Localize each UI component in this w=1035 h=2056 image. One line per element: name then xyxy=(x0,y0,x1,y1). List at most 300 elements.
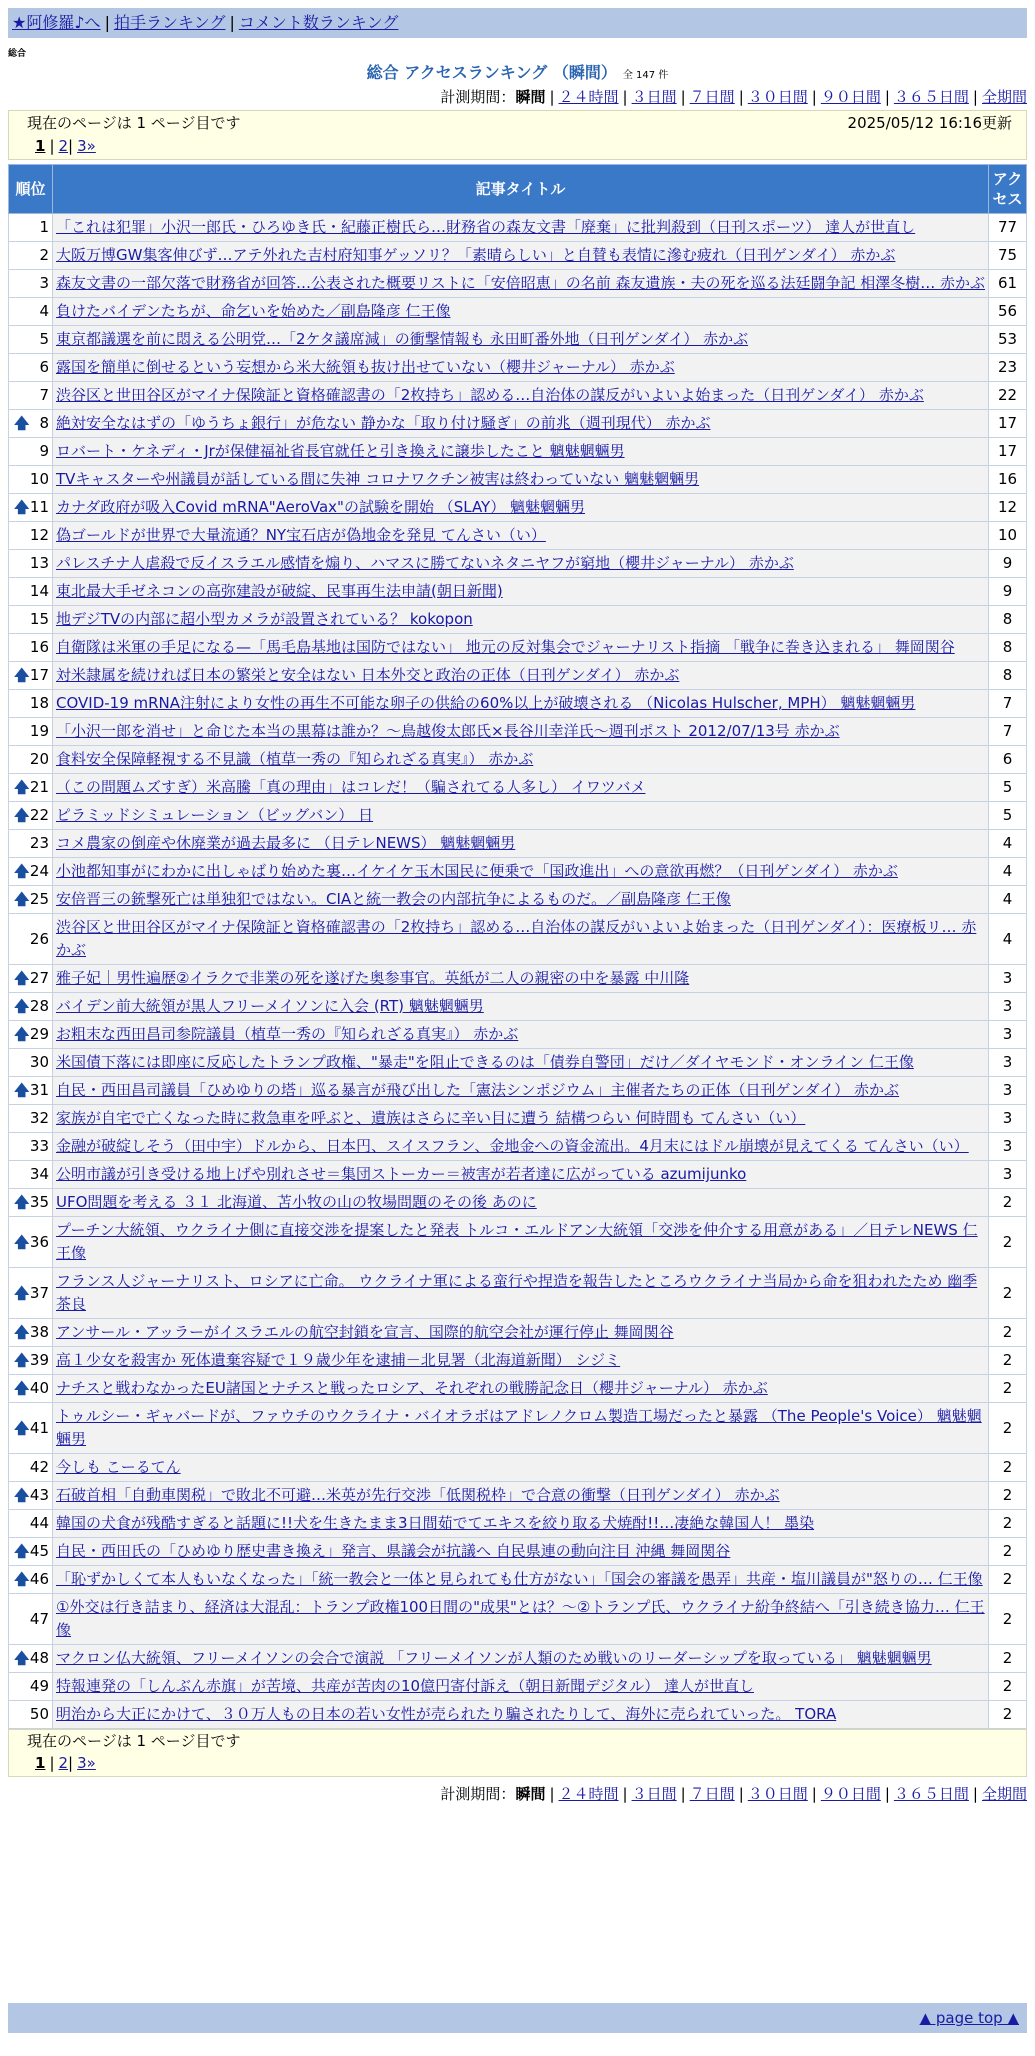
period-link[interactable]: ９０日間 xyxy=(820,1785,881,1803)
table-row xyxy=(9,718,1027,746)
up-arrow-icon: 🡅 xyxy=(14,997,30,1015)
up-arrow-icon: 🡅 xyxy=(14,666,30,684)
rank-number: 43 xyxy=(29,1486,49,1504)
title-cell xyxy=(53,1482,989,1510)
access-count: 61 xyxy=(989,270,1027,298)
table-row xyxy=(9,1673,1027,1701)
title-cell xyxy=(53,914,989,965)
article-link[interactable]: 米国債下落には即座に反応したトランプ政権、"暴走"を阻止できるのは「債券自警団」だけ／ダイヤモンド・オンライン 仁王像 xyxy=(56,1053,914,1071)
rank-cell xyxy=(9,802,53,830)
rank-number: 29 xyxy=(29,1025,49,1043)
rank-number: 13 xyxy=(29,554,49,572)
period-separator: | xyxy=(884,88,890,106)
rank-number: 46 xyxy=(29,1570,49,1588)
page-info-bottom xyxy=(8,1729,1027,1777)
rank-cell xyxy=(9,830,53,858)
article-link[interactable]: コメ農家の倒産や休廃業が過去最多に （日テレNEWS） 魑魅魍魎男 xyxy=(56,834,516,852)
period-separator: | xyxy=(738,1785,744,1803)
title-cell xyxy=(53,1077,989,1105)
article-link[interactable]: ピラミッドシミュレーション（ビッグバン） 日 xyxy=(56,806,374,824)
pager-page-link[interactable]: 3 xyxy=(77,1754,87,1772)
title-cell xyxy=(53,410,989,438)
rank-cell xyxy=(9,214,53,242)
access-count: 7 xyxy=(989,718,1027,746)
article-link[interactable]: 金融が破綻しそう（田中宇）ドルから、日本円、スイスフラン、金地金への資金流出。4月末にはドル崩壊が見えてくる てんさい（い） xyxy=(56,1137,969,1155)
access-count: 2 xyxy=(989,1189,1027,1217)
title-cell xyxy=(53,1454,989,1482)
rank-number: 45 xyxy=(29,1542,49,1560)
period-link[interactable]: ３６５日間 xyxy=(893,1785,969,1803)
rank-cell xyxy=(9,1594,53,1645)
article-link[interactable]: 渋谷区と世田谷区がマイナ保険証と資格確認書の「2枚持ち」認める…自治体の謀反がいよいよ始まった（日刊ゲンダイ） 赤かぶ xyxy=(56,386,924,404)
rank-number: 8 xyxy=(39,414,49,432)
period-link[interactable]: ３０日間 xyxy=(747,88,808,106)
table-row xyxy=(9,1021,1027,1049)
title-cell xyxy=(53,494,989,522)
access-count: 2 xyxy=(989,1538,1027,1566)
table-header-row xyxy=(9,165,1027,214)
rank-number: 37 xyxy=(29,1283,49,1302)
article-link[interactable]: プーチン大統領、ウクライナ側に直接交渉を提案したと発表 トルコ・エルドアン大統領「交渉を仲介する用意がある」／日テレNEWS 仁王像 xyxy=(56,1221,978,1262)
title-cell xyxy=(53,382,989,410)
title-cell xyxy=(53,1105,989,1133)
pager-separator: | xyxy=(68,137,74,155)
period-separator: | xyxy=(549,1785,555,1803)
article-link[interactable]: 安倍晋三の銃撃死亡は単独犯ではない。CIAと統一教会の内部抗争によるものだ。／副島隆彦 仁王像 xyxy=(56,890,731,908)
access-count: 9 xyxy=(989,578,1027,606)
rank-cell xyxy=(9,578,53,606)
rank-number: 1 xyxy=(39,218,49,236)
nav-separator: | xyxy=(104,13,110,32)
rank-number: 7 xyxy=(39,386,49,404)
title-cell xyxy=(53,1217,989,1268)
pager-current: 1 xyxy=(35,1754,46,1772)
rank-number: 4 xyxy=(39,302,49,320)
table-row xyxy=(9,242,1027,270)
title-cell xyxy=(53,1566,989,1594)
access-count: 3 xyxy=(989,1077,1027,1105)
period-link[interactable]: ３６５日間 xyxy=(893,88,969,106)
title-cell xyxy=(53,606,989,634)
rank-cell xyxy=(9,1566,53,1594)
access-count: 17 xyxy=(989,410,1027,438)
rank-cell xyxy=(9,1217,53,1268)
table-row xyxy=(9,886,1027,914)
rank-cell xyxy=(9,1347,53,1375)
table-row xyxy=(9,802,1027,830)
table-row xyxy=(9,1189,1027,1217)
article-link[interactable]: フランス人ジャーナリスト、ロシアに亡命。 ウクライナ軍による蛮行や捏造を報告したところウクライナ当局から命を狙われたため 幽季 茶良 xyxy=(56,1272,978,1313)
rank-number: 44 xyxy=(29,1514,49,1532)
period-link[interactable]: ７日間 xyxy=(689,1785,735,1803)
article-link[interactable]: 東北最大手ゼネコンの高弥建設が破綻、民事再生法申請(朝日新聞) xyxy=(56,582,503,600)
period-separator: | xyxy=(680,1785,686,1803)
header-access: アクセス xyxy=(989,165,1027,214)
title-cell xyxy=(53,993,989,1021)
article-link[interactable]: トゥルシー・ギャバードが、ファウチのウクライナ・バイオラボはアドレノクロム製造工場だったと暴露 （The People's Voice） 魑魅魍魎男 xyxy=(56,1407,982,1448)
rank-number: 20 xyxy=(29,750,49,768)
period-link[interactable]: 全期間 xyxy=(981,1785,1027,1803)
table-row xyxy=(9,830,1027,858)
period-separator: | xyxy=(622,88,628,106)
rank-number: 35 xyxy=(29,1193,49,1211)
pagination-top xyxy=(27,135,1012,159)
table-row xyxy=(9,1566,1027,1594)
period-current: 瞬間 xyxy=(515,88,546,106)
article-link[interactable]: 自衛隊は米軍の手足になる—「馬毛島基地は国防ではない」 地元の反対集会でジャーナリスト指摘 「戦争に巻き込まれる」 舞岡関谷 xyxy=(56,638,955,656)
table-row xyxy=(9,634,1027,662)
up-arrow-icon: 🡅 xyxy=(14,1323,30,1341)
period-separator: | xyxy=(972,1785,978,1803)
pager-separator: | xyxy=(49,137,55,155)
article-link[interactable]: 特報連発の「しんぶん赤旗」が苦境、共産が苦肉の10億円寄付訴え（朝日新聞デジタル） 達人が世直し xyxy=(56,1677,754,1695)
rank-cell xyxy=(9,1454,53,1482)
table-row xyxy=(9,1268,1027,1319)
title-cell xyxy=(53,354,989,382)
article-link[interactable]: 絶対安全なはずの「ゆうちょ銀行」が危ない 静かな「取り付け騒ぎ」の前兆（週刊現代） 赤かぶ xyxy=(56,414,711,432)
table-row xyxy=(9,914,1027,965)
title-cell xyxy=(53,578,989,606)
article-link[interactable]: 今しも こーるてん xyxy=(56,1458,181,1476)
access-count: 8 xyxy=(989,662,1027,690)
rank-cell xyxy=(9,494,53,522)
title-cell xyxy=(53,634,989,662)
rank-cell xyxy=(9,1021,53,1049)
rank-number: 23 xyxy=(29,834,49,852)
access-count: 2 xyxy=(989,1566,1027,1594)
rank-cell xyxy=(9,774,53,802)
rank-number: 12 xyxy=(29,526,49,544)
period-link[interactable]: ３日間 xyxy=(631,1785,677,1803)
rank-cell xyxy=(9,634,53,662)
rank-cell xyxy=(9,1673,53,1701)
article-link[interactable]: 東京都議選を前に悶える公明党…「2ケタ議席減」の衝撃情報も 永田町番外地（日刊ゲンダイ） 赤かぶ xyxy=(56,330,749,348)
period-link[interactable]: ２４時間 xyxy=(558,88,619,106)
period-separator: | xyxy=(811,88,817,106)
rank-number: 32 xyxy=(29,1109,49,1127)
access-count: 3 xyxy=(989,1049,1027,1077)
access-count: 3 xyxy=(989,1105,1027,1133)
rank-cell xyxy=(9,1077,53,1105)
article-link[interactable]: お粗末な西田昌司参院議員（植草一秀の『知られざる真実』） 赤かぶ xyxy=(56,1025,519,1043)
pager-separator: | xyxy=(49,1754,55,1772)
title-cell xyxy=(53,1133,989,1161)
table-row xyxy=(9,746,1027,774)
period-link[interactable]: ７日間 xyxy=(689,88,735,106)
title-cell xyxy=(53,1049,989,1077)
rank-number: 14 xyxy=(29,582,49,600)
table-row xyxy=(9,1133,1027,1161)
article-link[interactable]: 露国を簡単に倒せるという妄想から米大統領も抜け出せていない（櫻井ジャーナル） 赤かぶ xyxy=(56,358,675,376)
access-count: 8 xyxy=(989,606,1027,634)
up-arrow-icon: 🡅 xyxy=(14,778,30,796)
article-link[interactable]: マクロン仏大統領、フリーメイソンの会合で演説 「フリーメイソンが人類のため戦いのリーダーシップを取っている」 魑魅魍魎男 xyxy=(56,1649,932,1667)
rank-cell xyxy=(9,1538,53,1566)
table-row xyxy=(9,1538,1027,1566)
rank-number: 50 xyxy=(29,1705,49,1723)
pager-current: 1 xyxy=(35,137,46,155)
nav-link-comment-ranking[interactable]: コメント数ランキング xyxy=(238,13,399,32)
rank-number: 6 xyxy=(39,358,49,376)
rank-cell xyxy=(9,1049,53,1077)
rank-number: 15 xyxy=(29,610,49,628)
access-count: 2 xyxy=(989,1319,1027,1347)
title-cell xyxy=(53,1701,989,1729)
rank-number: 24 xyxy=(29,862,49,880)
updated-time: 2025/05/12 16:16更新 xyxy=(847,114,1012,132)
up-arrow-icon: 🡅 xyxy=(14,1418,30,1437)
rank-number: 28 xyxy=(29,997,49,1015)
nav-separator: | xyxy=(229,13,235,32)
article-link[interactable]: 地デジTVの内部に超小型カメラが設置されている？ kokopon xyxy=(56,610,473,628)
access-count: 3 xyxy=(989,1021,1027,1049)
rank-number: 36 xyxy=(29,1232,49,1251)
rank-cell xyxy=(9,914,53,965)
title-cell xyxy=(53,438,989,466)
article-link[interactable]: COVID-19 mRNA注射により女性の再生不可能な卵子の供給の60%以上が破壊される （Nicolas Hulscher, MPH） 魑魅魍魎男 xyxy=(56,694,916,712)
article-link[interactable]: 家族が自宅で亡くなった時に救急車を呼ぶと、遺族はさらに辛い目に遭う 結構つらい 何時間も てんさい（い） xyxy=(56,1109,806,1127)
article-link[interactable]: 高１少女を殺害か 死体遺棄容疑で１９歳少年を逮捕－北見署（北海道新聞） シジミ xyxy=(56,1351,621,1369)
access-count: 2 xyxy=(989,1403,1027,1454)
rank-cell xyxy=(9,1161,53,1189)
rank-cell xyxy=(9,438,53,466)
rank-cell xyxy=(9,662,53,690)
up-arrow-icon: 🡅 xyxy=(14,414,30,432)
access-count: 2 xyxy=(989,1217,1027,1268)
rank-number: 41 xyxy=(29,1418,49,1437)
title-cell xyxy=(53,550,989,578)
table-row xyxy=(9,1645,1027,1673)
title-cell xyxy=(53,802,989,830)
access-count: 3 xyxy=(989,965,1027,993)
article-link[interactable]: 食料安全保障軽視する不見識（植草一秀の『知られざる真実』） 赤かぶ xyxy=(56,750,534,768)
title-cell xyxy=(53,886,989,914)
access-count: 8 xyxy=(989,634,1027,662)
access-count: 2 xyxy=(989,1673,1027,1701)
rank-number: 33 xyxy=(29,1137,49,1155)
article-link[interactable]: 「恥ずかしくて本人もいなくなった」「統一教会と一体と見られても仕方がない」「国会の審議を愚弄」共産・塩川議員が"怒りの… 仁王像 xyxy=(56,1570,983,1588)
table-row xyxy=(9,214,1027,242)
title-cell xyxy=(53,1510,989,1538)
rank-number: 34 xyxy=(29,1165,49,1183)
title-cell xyxy=(53,1347,989,1375)
article-link[interactable]: 負けたバイデンたちが、命乞いを始めた／副島隆彦 仁王像 xyxy=(56,302,451,320)
table-row xyxy=(9,270,1027,298)
table-row xyxy=(9,1375,1027,1403)
period-label: 計測期間： xyxy=(440,1785,516,1803)
title-cell xyxy=(53,1538,989,1566)
access-count: 2 xyxy=(989,1594,1027,1645)
rank-number: 17 xyxy=(29,666,49,684)
page-top-link[interactable]: ▲ page top ▲ xyxy=(919,2009,1019,2027)
table-row xyxy=(9,1510,1027,1538)
rank-cell xyxy=(9,718,53,746)
period-separator: | xyxy=(972,88,978,106)
rank-cell xyxy=(9,858,53,886)
table-row xyxy=(9,1105,1027,1133)
article-link[interactable]: ロバート・ケネディ・Jrが保健福祉省長官就任と引き換えに譲歩したこと 魑魅魍魎男 xyxy=(56,442,625,460)
period-link[interactable]: 全期間 xyxy=(981,88,1027,106)
rank-cell xyxy=(9,993,53,1021)
rank-number: 26 xyxy=(29,929,49,948)
nav-link-home[interactable]: ★阿修羅♪へ xyxy=(12,13,101,32)
header-rank: 順位 xyxy=(9,165,53,214)
up-arrow-icon: 🡅 xyxy=(14,969,30,987)
period-selector-bottom xyxy=(440,1783,1027,1804)
article-link[interactable]: ①外交は行き詰まり、経済は大混乱：トランプ政権100日間の"成果"とは？～②トランプ氏、ウクライナ紛争終結へ「引き続き協力… 仁王像 xyxy=(56,1598,985,1639)
rank-number: 22 xyxy=(29,806,49,824)
article-link[interactable]: UFO問題を考える ３１ 北海道、苫小牧の山の牧場問題のその後 あのに xyxy=(56,1193,537,1211)
article-link[interactable]: 「小沢一郎を消せ」と命じた本当の黒幕は誰か？～鳥越俊太郎氏×長谷川幸洋氏～週刊ポスト 2012/07/13号 赤かぶ xyxy=(56,722,840,740)
period-link[interactable]: ３日間 xyxy=(631,88,677,106)
title-cell xyxy=(53,1319,989,1347)
pager-page-link[interactable]: 2 xyxy=(58,137,69,155)
article-link[interactable]: TVキャスターや州議員が話している間に失神 コロナワクチン被害は終わっていない 魑魅魍魎男 xyxy=(56,470,700,488)
pager-next-link[interactable]: » xyxy=(86,137,96,155)
total-count: 全 147 件 xyxy=(622,70,669,81)
access-count: 7 xyxy=(989,690,1027,718)
rank-number: 47 xyxy=(29,1609,49,1628)
period-link[interactable]: ２４時間 xyxy=(558,1785,619,1803)
article-link[interactable]: 小池都知事がにわかに出しゃばり始めた裏…イケイケ玉木国民に便乗で「国政進出」への意欲再燃？（日刊ゲンダイ） 赤かぶ xyxy=(56,862,898,880)
article-link[interactable]: カナダ政府が吸入Covid mRNA"AeroVax"の試験を開始 （SLAY） 魑魅魍魎男 xyxy=(56,498,585,516)
access-count: 22 xyxy=(989,382,1027,410)
rank-cell xyxy=(9,965,53,993)
rank-cell xyxy=(9,298,53,326)
article-link[interactable]: （この問題ムズすぎ）米高騰「真の理由」はコレだ！（騙されてる人多し） イワツバメ xyxy=(56,778,646,796)
rank-number: 25 xyxy=(29,890,49,908)
article-link[interactable]: アンサール・アッラーがイスラエルの航空封鎖を宣言、国際的航空会社が運行停止 舞岡関谷 xyxy=(56,1323,674,1341)
up-arrow-icon: 🡅 xyxy=(14,1081,30,1099)
table-row xyxy=(9,438,1027,466)
title-cell xyxy=(53,1594,989,1645)
table-row xyxy=(9,522,1027,550)
rank-number: 5 xyxy=(39,330,49,348)
article-link[interactable]: 対米隷属を続ければ日本の繁栄と安全はない 日本外交と政治の正体（日刊ゲンダイ） 赤かぶ xyxy=(56,666,680,684)
article-link[interactable]: 自民・西田氏の「ひめゆり歴史書き換え」発言、県議会が抗議へ 自民県連の動向注目 沖縄 舞岡関谷 xyxy=(56,1542,731,1560)
rank-number: 11 xyxy=(29,498,49,516)
table-row xyxy=(9,1077,1027,1105)
access-count: 5 xyxy=(989,802,1027,830)
access-count: 3 xyxy=(989,993,1027,1021)
access-count: 9 xyxy=(989,550,1027,578)
title-cell xyxy=(53,1673,989,1701)
table-row xyxy=(9,1701,1027,1729)
title-cell xyxy=(53,746,989,774)
rank-number: 18 xyxy=(29,694,49,712)
table-row xyxy=(9,1319,1027,1347)
access-count: 56 xyxy=(989,298,1027,326)
up-arrow-icon: 🡅 xyxy=(14,1283,30,1302)
up-arrow-icon: 🡅 xyxy=(14,1649,30,1667)
access-count: 5 xyxy=(989,774,1027,802)
up-arrow-icon: 🡅 xyxy=(14,862,30,880)
pager-next-link[interactable]: » xyxy=(86,1754,96,1772)
up-arrow-icon: 🡅 xyxy=(14,1351,30,1369)
title-cell xyxy=(53,1645,989,1673)
nav-link-clap-ranking[interactable]: 拍手ランキング xyxy=(113,13,226,32)
access-count: 53 xyxy=(989,326,1027,354)
period-separator: | xyxy=(549,88,555,106)
rank-cell xyxy=(9,242,53,270)
rank-cell xyxy=(9,326,53,354)
table-row xyxy=(9,550,1027,578)
access-count: 2 xyxy=(989,1454,1027,1482)
rank-cell xyxy=(9,606,53,634)
up-arrow-icon: 🡅 xyxy=(14,1025,30,1043)
article-link[interactable]: 渋谷区と世田谷区がマイナ保険証と資格確認書の「2枚持ち」認める…自治体の謀反がいよいよ始まった（日刊ゲンダイ）：医療板リ… 赤かぶ xyxy=(56,918,977,959)
pager-page-link[interactable]: 2 xyxy=(58,1754,69,1772)
table-row xyxy=(9,494,1027,522)
access-count: 2 xyxy=(989,1268,1027,1319)
pagination-bottom xyxy=(27,1752,1012,1776)
access-count: 4 xyxy=(989,830,1027,858)
article-link[interactable]: 森友文書の一部欠落で財務省が回答…公表された概要リストに「安倍昭恵」の名前 森友遺族・夫の死を巡る法廷闘争記 相澤冬樹… 赤かぶ xyxy=(56,274,986,292)
article-link[interactable]: 雅子妃｜男性遍歴②イラクで非業の死を遂げた奥参事官。英紙が二人の親密の中を暴露 中川隆 xyxy=(56,969,690,987)
footer-bar xyxy=(8,2003,1027,2033)
title-cell xyxy=(53,242,989,270)
period-separator: | xyxy=(680,88,686,106)
article-link[interactable]: 自民・西田昌司議員「ひめゆりの塔」巡る暴言が飛び出した「憲法シンポジウム」主催者たちの正体（日刊ゲンダイ） 赤かぶ xyxy=(56,1081,900,1099)
table-row xyxy=(9,466,1027,494)
table-row xyxy=(9,1454,1027,1482)
period-separator: | xyxy=(811,1785,817,1803)
ranking-header xyxy=(0,60,1035,83)
table-row xyxy=(9,993,1027,1021)
ranking-table xyxy=(8,164,1027,1729)
title-cell xyxy=(53,690,989,718)
article-link[interactable]: 石破首相「自動車関税」で敗北不可避…米英が先行交渉「低関税枠」で合意の衝撃（日刊ゲンダイ） 赤かぶ xyxy=(56,1486,780,1504)
table-row xyxy=(9,965,1027,993)
title-cell xyxy=(53,214,989,242)
access-count: 23 xyxy=(989,354,1027,382)
title-cell xyxy=(53,1021,989,1049)
table-row xyxy=(9,354,1027,382)
article-link[interactable]: ナチスと戦わなかったEU諸国とナチスと戦ったロシア、それぞれの戦勝記念日（櫻井ジャーナル） 赤かぶ xyxy=(56,1379,768,1397)
table-row xyxy=(9,1049,1027,1077)
article-link[interactable]: 明治から大正にかけて、３０万人もの日本の若い女性が売られたり騙されたりして、海外に売られていった。 TORA xyxy=(56,1705,837,1723)
article-link[interactable]: 大阪万博GW集客伸びず…アテ外れた吉村府知事ゲッソリ？「素晴らしい」と自賛も表情に滲む疲れ（日刊ゲンダイ） 赤かぶ xyxy=(56,246,896,264)
access-count: 75 xyxy=(989,242,1027,270)
rank-number: 30 xyxy=(29,1053,49,1071)
article-link[interactable]: 公明市議が引き受ける地上げや別れさせ＝集団ストーカー＝被害が若者達に広がっている azumijunko xyxy=(56,1165,747,1183)
article-link[interactable]: 「これは犯罪」小沢一郎氏・ひろゆき氏・紀藤正樹氏ら…財務省の森友文書「廃棄」に批判殺到（日刊スポーツ） 達人が世直し xyxy=(56,218,916,236)
rank-cell xyxy=(9,1319,53,1347)
up-arrow-icon: 🡅 xyxy=(14,1379,30,1397)
table-row xyxy=(9,1161,1027,1189)
category-label: 総合 xyxy=(8,49,27,59)
table-row xyxy=(9,578,1027,606)
access-count: 4 xyxy=(989,886,1027,914)
pager-page-link[interactable]: 3 xyxy=(77,137,87,155)
rank-cell xyxy=(9,886,53,914)
title-cell xyxy=(53,270,989,298)
article-link[interactable]: バイデン前大統領が黒人フリーメイソンに入会 (RT) 魑魅魍魎男 xyxy=(56,997,484,1015)
period-selector-top xyxy=(440,86,1027,107)
article-link[interactable]: パレスチナ人虐殺で反イスラエル感情を煽り、ハマスに勝てないネタニヤフが窮地（櫻井ジャーナル） 赤かぶ xyxy=(56,554,794,572)
title-cell xyxy=(53,662,989,690)
up-arrow-icon: 🡅 xyxy=(14,1193,30,1211)
rank-number: 10 xyxy=(29,470,49,488)
table-row xyxy=(9,1347,1027,1375)
rank-number: 40 xyxy=(29,1379,49,1397)
current-page-text-bottom: 現在のページは 1 ページ目です xyxy=(27,1732,241,1750)
period-link[interactable]: ３０日間 xyxy=(747,1785,808,1803)
period-link[interactable]: ９０日間 xyxy=(820,88,881,106)
article-link[interactable]: 韓国の犬食が残酷すぎると話題に!!犬を生きたまま3日間茹でてエキスを絞り取る犬焼酎!!…凄絶な韓国人！ 墨染 xyxy=(56,1514,815,1532)
article-link[interactable]: 偽ゴールドが世界で大量流通？NY宝石店が偽地金を発見 てんさい（い） xyxy=(56,526,546,544)
table-row xyxy=(9,1403,1027,1454)
